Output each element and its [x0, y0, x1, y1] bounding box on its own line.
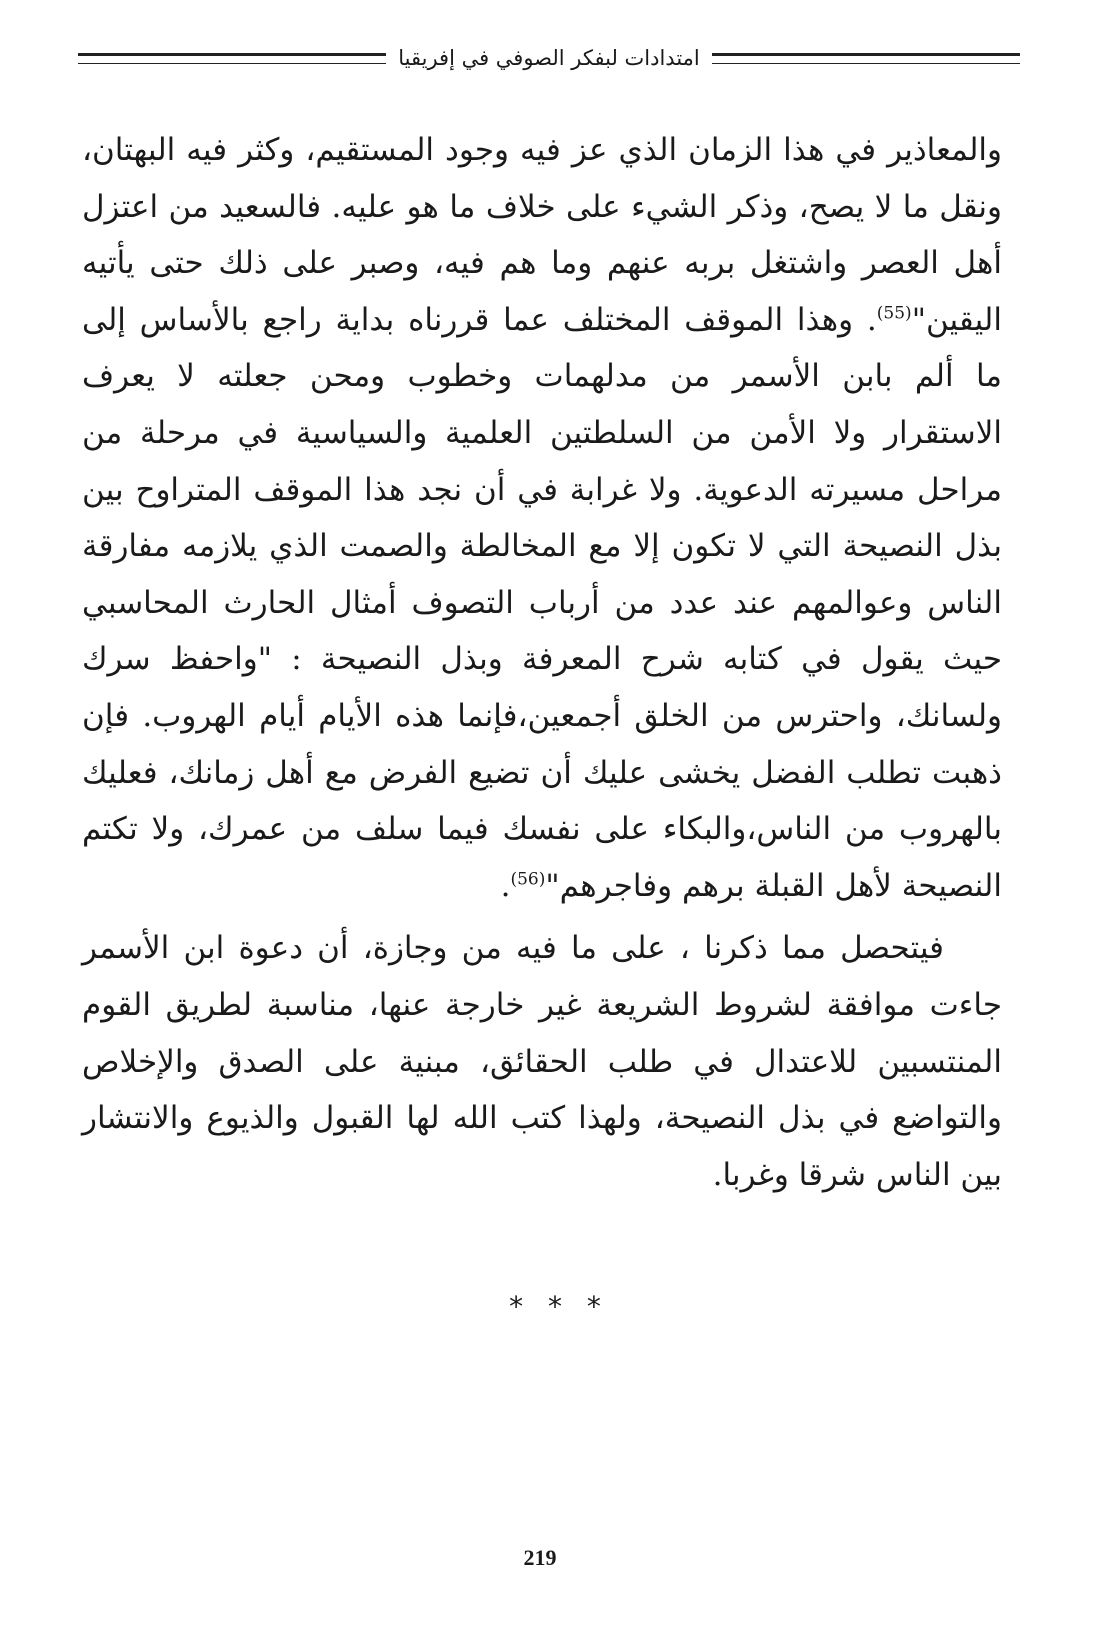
- paragraph-1: [82, 122, 1002, 914]
- page-number: 219: [523, 1545, 557, 1570]
- running-header-title: امتدادات لبفكر الصوفي في إفريقيا: [398, 46, 700, 70]
- footnote-ref-55[interactable]: (55): [876, 303, 912, 324]
- header-rule-left: [78, 53, 386, 64]
- body-text: [82, 122, 1002, 1203]
- running-header: [78, 38, 1020, 78]
- header-rule-right: [712, 53, 1020, 64]
- footnote-ref-56[interactable]: (56): [510, 869, 546, 890]
- paragraph-2: [82, 920, 1002, 1203]
- paragraph-2-text: فيتحصل مما ذكرنا ، على ما فيه من وجازة، أن دعوة ابن الأسمر جاءت موافقة لشروط الشريعة غير خارجة عنها، مناسبة لطريق القوم المنتسبين للاعتدال في طلب الحقائق، مبنية على الصدق والإخلاص والتواضع في بذل النصيحة، ولهذا كتب الله لها القبول والذيوع والانتشار بين الناس شرقا وغربا.: [82, 930, 1002, 1193]
- paragraph-1-continuation: . وهذا الموقف المختلف عما قررناه بداية راجع بالأساس إلى ما ألم بابن الأسمر من مدلهمات وخطوب ومحن جعلته لا يعرف الاستقرار ولا الأمن من السلطتين العلمية والسياسية في مرحلة من مراحل مسيرته الدعوية. ولا غرابة في أن نجد هذا الموقف المتراوح بين بذل النصيحة التي لا تكون إلا مع المخالطة والصمت الذي يلازمه مفارقة الناس وعوالمهم عند عدد من أرباب التصوف أمثال الحارث المحاسبي حيث يقول في كتابه شرح المعرفة وبذل النصيحة : "واحفظ سرك ولسانك، واحترس من الخلق أجمعين،فإنما هذه الأيام أيام الهروب. فإن ذهبت تطلب الفضل يخشى عليك أن تضيع الفرض مع أهل زمانك، فعليك بالهروب من الناس،والبكاء على نفسك فيما سلف من عمرك، ولا تكتم النصيحة لأهل القبلة برهم وفاجرهم": [82, 301, 1002, 904]
- paragraph-1-end: .: [500, 867, 511, 904]
- paragraph-1-text: والمعاذير في هذا الزمان الذي عز فيه وجود المستقيم، وكثر فيه البهتان، ونقل ما لا يصح، وذكر الشيء على خلاف ما هو عليه. فالسعيد من اعتزل أهل العصر واشتغل بربه عنهم وما هم فيه، وصبر على ذلك حتى يأتيه اليقين": [82, 132, 1002, 338]
- section-separator: * * *: [509, 1290, 609, 1323]
